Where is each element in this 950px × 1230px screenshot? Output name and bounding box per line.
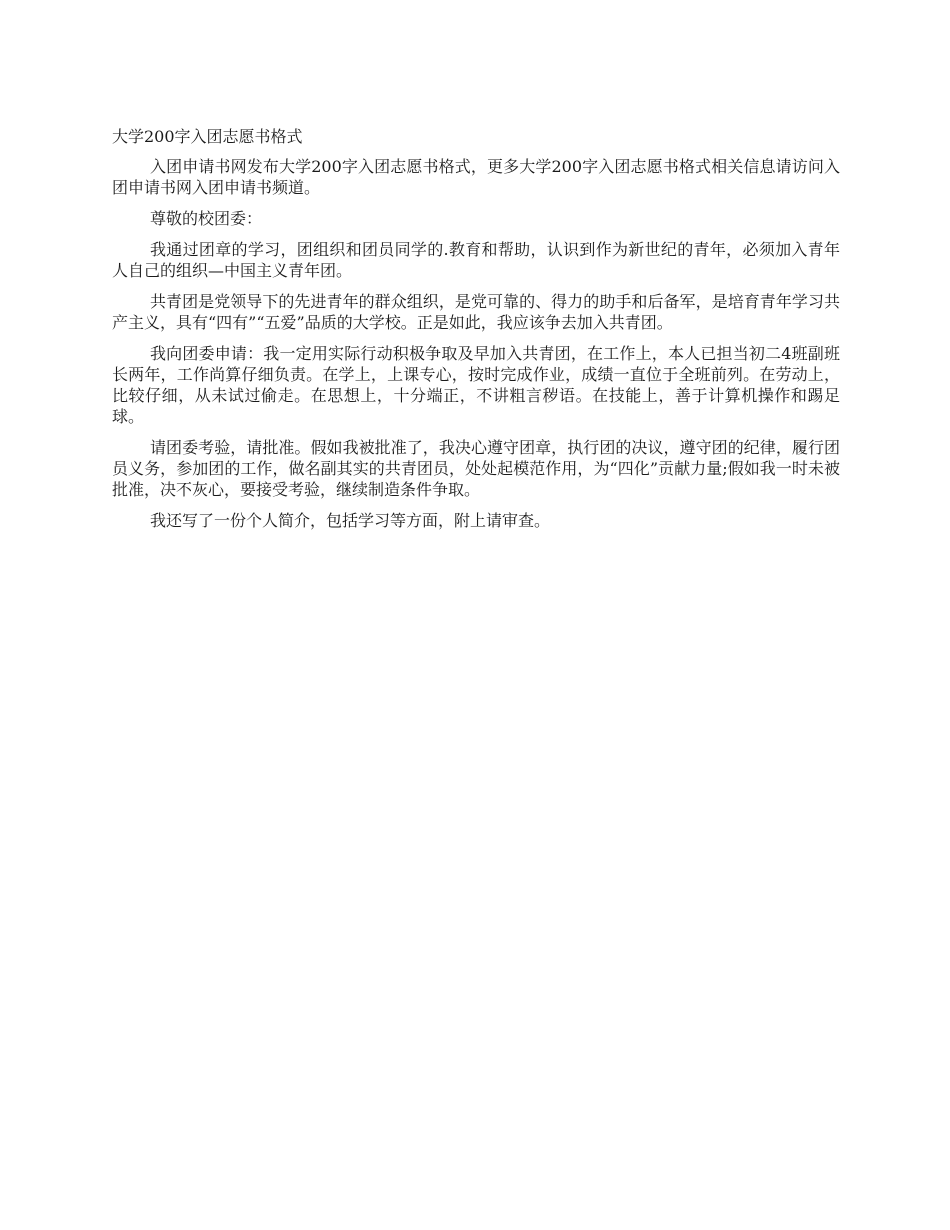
body-paragraph: 我向团委申请：我一定用实际行动积极争取及早加入共青团，在工作上，本人已担当初二4班副班长两年，工作尚算仔细负责。在学上，上课专心，按时完成作业，成绩一直位于全班前列。在劳动上，比较仔细，从未试过偷走。在思想上，十分端正，不讲粗言秽语。在技能上，善于计算机操作和踢足球。: [112, 344, 840, 426]
document-page: [112, 126, 840, 541]
salutation: 尊敬的校团委：: [150, 209, 263, 228]
document-title: 大学200字入团志愿书格式: [112, 127, 303, 146]
intro-paragraph: 入团申请书网发布大学200字入团志愿书格式，更多大学200字入团志愿书格式相关信息请访问入团申请书网入团申请书频道。: [112, 157, 840, 197]
body-paragraph: 请团委考验，请批准。假如我被批准了，我决心遵守团章，执行团的决议，遵守团的纪律，履行团员义务，参加团的工作，做名副其实的共青团员，处处起模范作用，为“四化”贡献力量;假如我一时未被批准，决不灰心，要接受考验，继续制造条件争取。: [112, 438, 840, 499]
closing-paragraph: 我还写了一份个人简介，包括学习等方面，附上请审查。: [150, 511, 551, 530]
body-paragraph: 共青团是党领导下的先进青年的群众组织，是党可靠的、得力的助手和后备军，是培育青年学习共产主义，具有“四有”“五爱”品质的大学校。正是如此，我应该争去加入共青团。: [112, 292, 840, 332]
body-paragraph: 我通过团章的学习，团组织和团员同学的.教育和帮助，认识到作为新世纪的青年，必须加入青年人自己的组织—中国主义青年团。: [112, 240, 840, 280]
